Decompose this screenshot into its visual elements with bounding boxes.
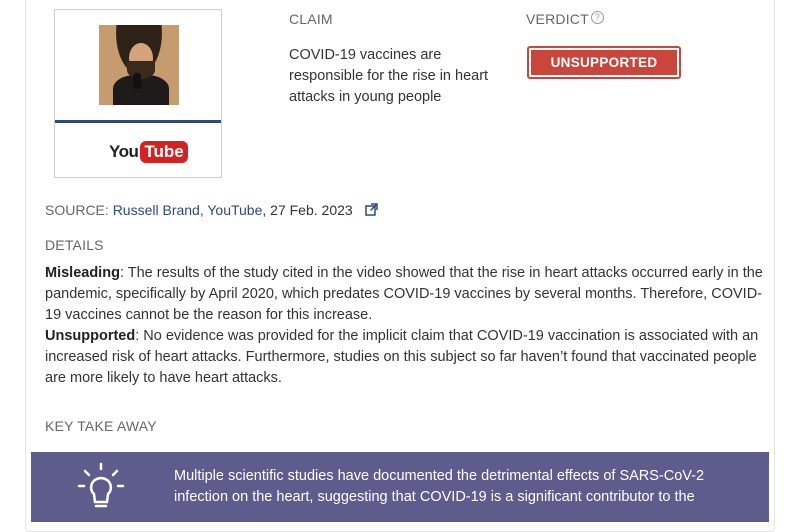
speaker-photo <box>99 25 179 105</box>
claim-text: COVID-19 vaccines are responsible for the rise in heart attacks in young people <box>289 47 489 105</box>
unsupported-text: : No evidence was provided for the implicit claim that COVID-19 vaccination is associated with an increased risk of heart attacks. Furthermore, studies on this subject so far haven’t found that vaccinated people are more likely to have heart attacks. <box>45 328 759 386</box>
thumbnail-divider <box>55 120 221 123</box>
external-link-icon[interactable] <box>365 203 378 219</box>
question-circle-icon[interactable]: ? <box>591 11 604 24</box>
verdict-heading-label: VERDICT <box>526 11 589 27</box>
media-thumbnail[interactable] <box>54 9 222 178</box>
verdict-badge <box>527 46 681 79</box>
details-body <box>45 263 765 389</box>
key-takeaway-box <box>31 452 769 522</box>
unsupported-label: Unsupported <box>45 328 136 344</box>
key-takeaway-heading: KEY TAKE AWAY <box>45 418 157 434</box>
lightbulb-icon <box>77 462 125 515</box>
source-label: SOURCE: <box>45 202 109 218</box>
details-heading: DETAILS <box>45 237 104 253</box>
verdict-heading <box>526 11 604 27</box>
source-line <box>45 202 378 219</box>
key-takeaway-text: Multiple scientific studies have documented the detrimental effects of SARS-CoV-2 infection on the heart, suggesting that COVID-19 is a significant contributor to the <box>174 468 705 505</box>
verdict-badge-label: UNSUPPORTED <box>531 50 677 75</box>
misleading-label: Misleading <box>45 265 120 281</box>
claim-heading: CLAIM <box>289 11 333 27</box>
source-link[interactable]: Russell Brand, YouTube <box>112 202 263 218</box>
misleading-text: : The results of the study cited in the video showed that the rise in heart attacks occurred early in the pandemic, specifically by April 2020, which predates COVID-19 vaccines by several months. Therefore, COVID-19 vaccines cannot be the reason for this increase. <box>45 265 763 323</box>
youtube-logo-icon: You Tube <box>109 141 188 163</box>
source-date: , 27 Feb. 2023 <box>262 202 353 218</box>
